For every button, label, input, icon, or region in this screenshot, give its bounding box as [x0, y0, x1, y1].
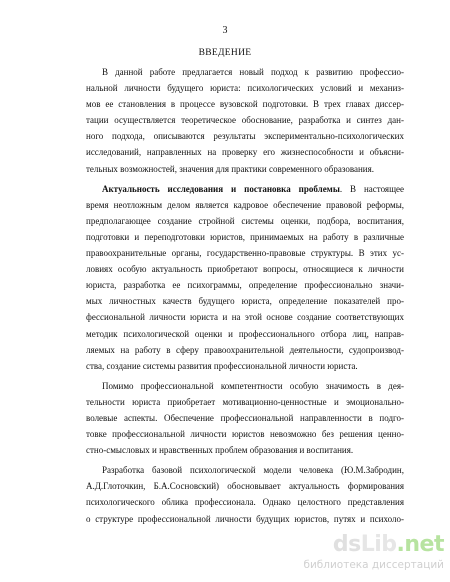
text-line: ного подхода, описываются результаты экспериментально-психологических — [86, 131, 404, 142]
text-line: волевые аспекты. Обеспечение профессиональной направленности в подго- — [86, 412, 404, 423]
text-line: психологического облика профессионала. Однако целостного представления — [86, 497, 404, 508]
text-line: правоохранительные органы, государственно-правовые структуры. В этих ус- — [86, 248, 404, 259]
lead-rest-text: . В настоящее — [339, 183, 404, 194]
text-line: ляемых на работу в сферу правоохранительной деятельности, судопроизвод- — [86, 344, 404, 355]
text-line: юриста, разработка ее психограммы, определение профессионально значи- — [86, 280, 404, 291]
text-line: ловиях особую актуальность приобретают вопросы, относящиеся к личности — [86, 264, 404, 275]
text-line: тации осуществляется теоретическое обоснование, разработка и синтез дан- — [86, 115, 404, 126]
section-heading: ВВЕДЕНИЕ — [198, 48, 252, 58]
paragraph-model — [86, 462, 404, 526]
text-line: мов ее становления в процессе вузовской подготовки. В трех главах диссер- — [86, 99, 404, 110]
text-line: нальной личности будущего юриста: психологических условий и механиз- — [86, 83, 404, 94]
text-line: фессиональной личности юриста и на этой основе создание соответствующих — [86, 312, 404, 323]
text-line: предполагающее создание стройной системы оценки, подбора, воспитания, — [86, 215, 404, 226]
text-line: мых личностных качеств будущего юриста, определение показателей про- — [86, 296, 404, 307]
text-line: исследований, направленных на проверку его жизнеспособности и объясни- — [86, 147, 404, 158]
watermark-logo — [303, 532, 444, 576]
bold-lead-text: Актуальность исследования и постановка проблемы — [102, 183, 340, 194]
paragraph-competence — [86, 378, 404, 458]
page-number: 3 — [222, 25, 228, 36]
text-line: В данной работе предлагается новый подход к развитию профессио- — [102, 67, 404, 77]
text-line: о структуре профессиональной личности будущих юристов, путях и психоло- — [86, 513, 404, 524]
paragraph-relevance — [86, 181, 404, 374]
text-line: Помимо профессиональной компетентности особую значимость в дея- — [102, 380, 404, 391]
text-line: тельных возможностей, значения для практики современного образования. — [86, 163, 374, 174]
text-line: стно-смысловых и нравственных проблем образования и воспитания. — [86, 445, 354, 456]
text-line: ства, создание системы развития профессиональной личности юриста. — [86, 360, 358, 371]
watermark-subtitle: библиотека диссертаций — [303, 559, 444, 571]
text-line-lead — [86, 181, 404, 197]
watermark-wordmark: dsLib.net — [332, 532, 444, 557]
text-line: методик психологической оценки и профессионального отбора лиц, направ- — [86, 328, 404, 339]
document-body — [86, 64, 404, 531]
text-line: подготовки и переподготовки юристов, принимаемых на работу в различные — [86, 231, 404, 242]
text-line: товке профессиональной личности юристов невозможно без решения ценно- — [86, 429, 404, 440]
text-line: тельности юриста приобретает мотивационно-ценностные и эмоционально- — [86, 396, 404, 407]
text-line: время неотложным делом является кадровое обеспечение правовой реформы, — [86, 199, 404, 210]
text-line: А.Д.Глоточкин, Б.А.Сосновский) обосновывает актуальность формирования — [86, 481, 404, 492]
text-line: Разработка базовой психологической модели человека (Ю.М.Забродин, — [102, 465, 404, 476]
paragraph-intro — [86, 64, 404, 177]
